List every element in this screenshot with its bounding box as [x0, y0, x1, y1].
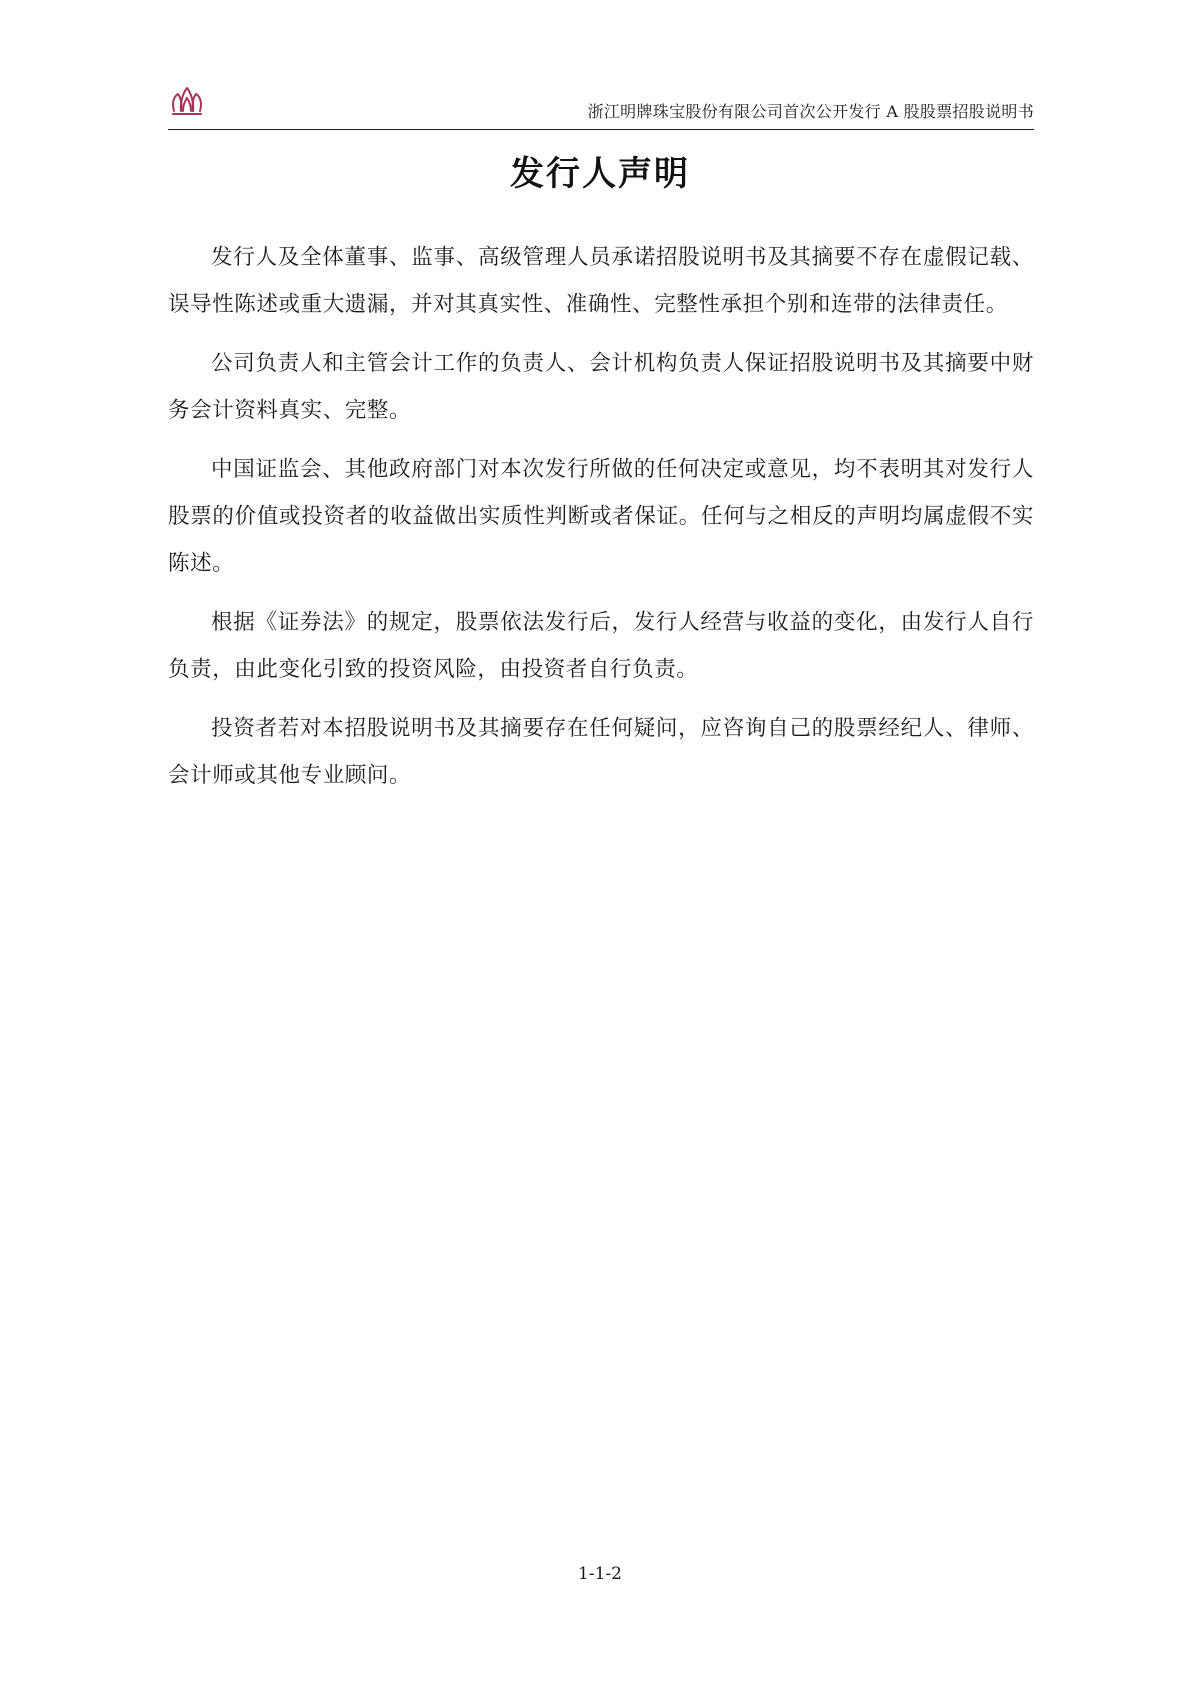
header-title: 浙江明牌珠宝股份有限公司首次公开发行 A 股股票招股说明书	[587, 102, 1034, 121]
paragraph: 投资者若对本招股说明书及其摘要存在任何疑问，应咨询自己的股票经纪人、律师、会计师或其他专业顾问。	[168, 716, 1034, 788]
document-body	[168, 234, 1034, 811]
page-number: 1-1-2	[578, 1564, 622, 1584]
header-divider	[168, 129, 1034, 130]
paragraph: 发行人及全体董事、监事、高级管理人员承诺招股说明书及其摘要不存在虚假记载、误导性陈述或重大遗漏，并对其真实性、准确性、完整性承担个别和连带的法律责任。	[168, 245, 1034, 317]
paragraph: 公司负责人和主管会计工作的负责人、会计机构负责人保证招股说明书及其摘要中财务会计资料真实、完整。	[168, 351, 1034, 423]
paragraph: 中国证监会、其他政府部门对本次发行所做的任何决定或意见，均不表明其对发行人股票的价值或投资者的收益做出实质性判断或者保证。任何与之相反的声明均属虚假不实陈述。	[168, 457, 1034, 576]
document-title: 发行人声明	[510, 154, 690, 194]
crown-logo-icon	[170, 84, 204, 118]
paragraph: 根据《证券法》的规定，股票依法发行后，发行人经营与收益的变化，由发行人自行负责，由此变化引致的投资风险，由投资者自行负责。	[168, 610, 1034, 682]
page-header	[168, 82, 1034, 130]
